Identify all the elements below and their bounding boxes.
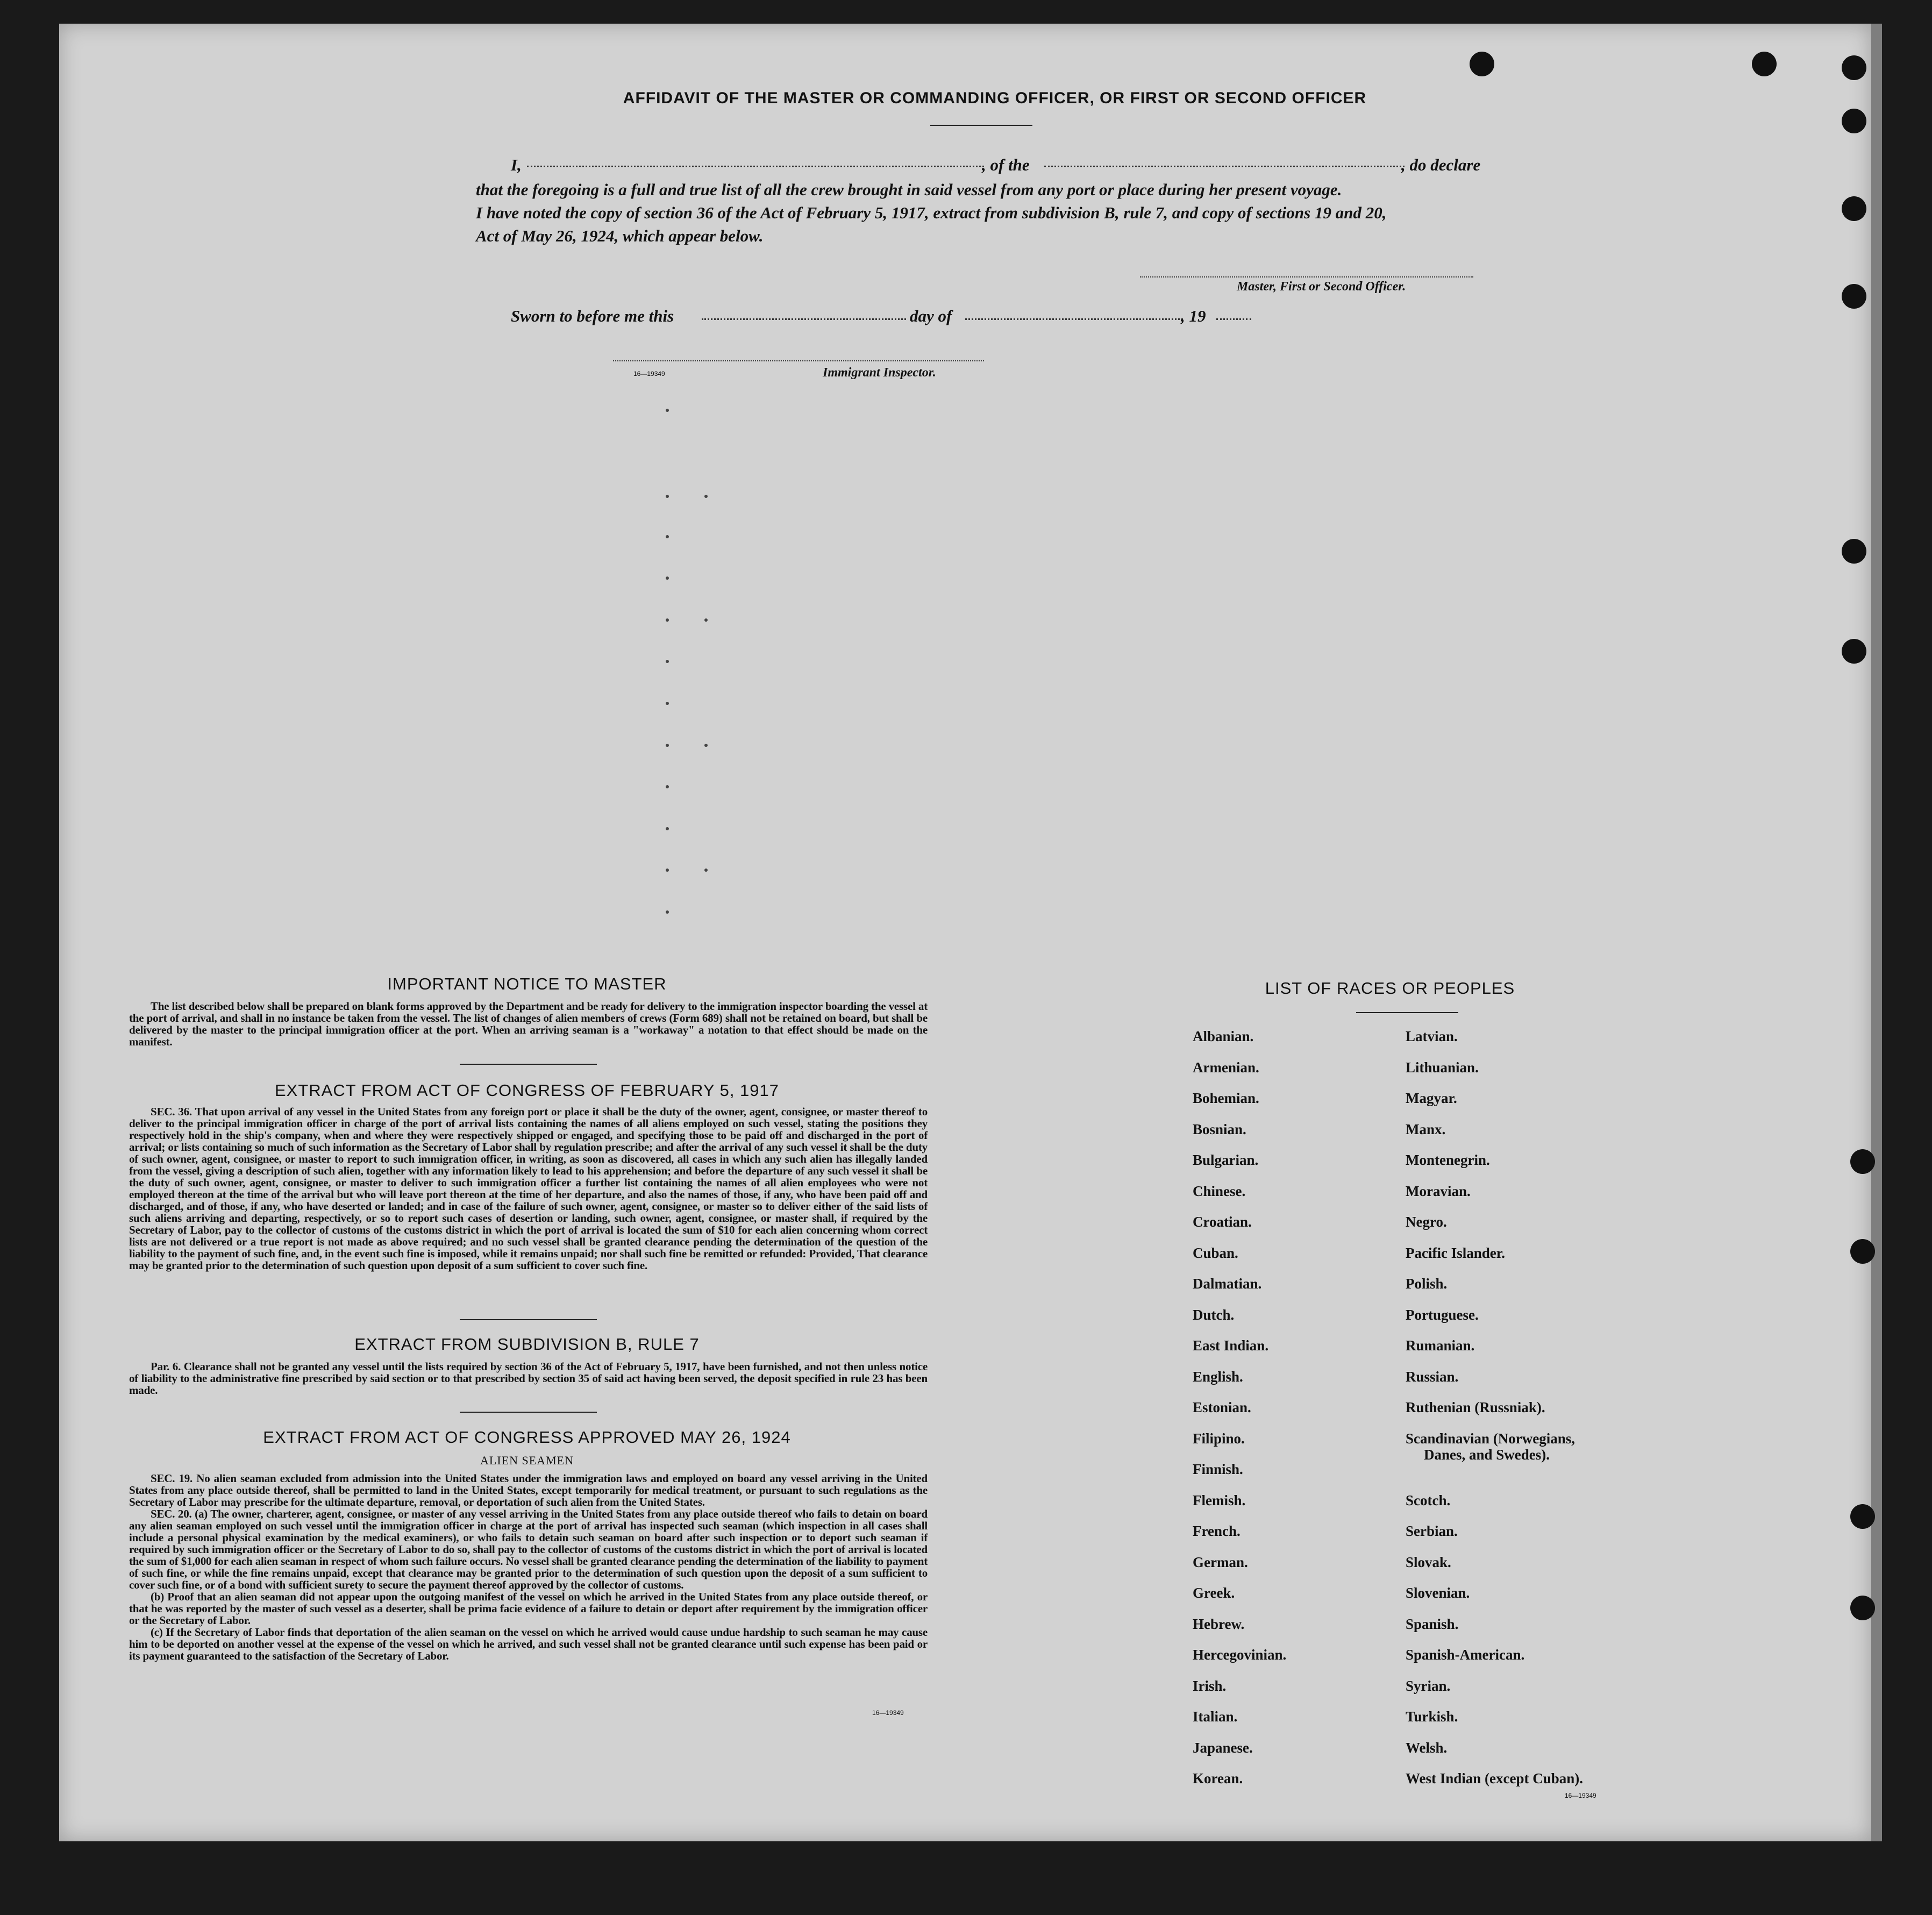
signature-label: Master, First or Second Officer. xyxy=(1237,280,1406,294)
signature-line[interactable] xyxy=(1140,276,1473,277)
declarant-name-field[interactable] xyxy=(527,166,984,167)
punch-hole xyxy=(1752,52,1777,76)
race-item: Spanish. xyxy=(1406,1615,1459,1632)
race-item: Scandinavian (Norwegians, xyxy=(1406,1430,1575,1447)
punch-hole xyxy=(1850,1149,1875,1174)
sheet-edge xyxy=(1871,24,1882,1841)
race-item: Dutch. xyxy=(1193,1306,1235,1323)
punch-hole xyxy=(1850,1239,1875,1264)
punch-hole xyxy=(1850,1596,1875,1620)
race-item: Slovenian. xyxy=(1406,1585,1470,1601)
races-title: LIST OF RACES OR PEOPLES xyxy=(1265,979,1515,998)
section-divider xyxy=(460,1064,597,1065)
inspector-signature-line[interactable] xyxy=(613,360,984,361)
rule7-text xyxy=(129,1361,928,1396)
race-item: Lithuanian. xyxy=(1406,1059,1479,1076)
page-mark xyxy=(704,495,708,498)
section-divider xyxy=(460,1319,597,1320)
race-item: Hercegovinian. xyxy=(1193,1647,1287,1663)
notice-paragraph: The list described below shall be prepared on blank forms approved by the Department and be ready for delivery to the immigration inspector boarding the vessel at the port of arrival, and shall in no instance be taken from the vessel. The list of changes of alien members of crews (Form 689) shall not be retained on board, but shall be delivered by the master to the principal immigration officer at the port. When an arriving seaman is a "workaway" a notation to that effect should be made on the manifest. xyxy=(129,1000,928,1048)
punch-hole xyxy=(1842,55,1866,80)
race-item: East Indian. xyxy=(1193,1337,1269,1354)
race-item: Bohemian. xyxy=(1193,1090,1259,1106)
punch-hole xyxy=(1470,52,1494,76)
punch-hole xyxy=(1842,196,1866,221)
sworn-day-field[interactable] xyxy=(702,318,906,320)
sec20a-paragraph: SEC. 20. (a) The owner, charterer, agent, consignee, or master of any vessel arriving in the United States from any place outside thereof who fails to detain on board any alien seaman employed on such vessel until the immigration officer in charge at the port of arrival has inspected such seaman (which inspection in all cases shall include a personal physical examination by the medical examiners), or who fails to detain such seaman on board after such inspection or to deport such seaman if required by such immigration officer or the Secretary of Labor to do so, shall pay to the collector of customs of the customs district in which the port of arrival is located the sum of $1,000 for each alien seaman in respect of whom such failure occurs. No vessel shall be granted clearance pending the determination of the liability to payment of such fine, or while the fine remains unpaid, except that clearance may be granted prior to the determination of such question upon the deposit of a sum sufficient to cover such fine, or of a bond with sufficient surety to secure the payment thereof approved by the collector of customs. xyxy=(129,1507,928,1591)
race-item: Greek. xyxy=(1193,1585,1235,1601)
race-item: Welsh. xyxy=(1406,1739,1448,1756)
page-mark xyxy=(666,868,669,872)
page-mark xyxy=(666,576,669,580)
punch-hole xyxy=(1842,109,1866,133)
page-mark xyxy=(666,495,669,498)
race-item: Magyar. xyxy=(1406,1090,1457,1106)
page-mark xyxy=(704,868,708,872)
sworn-month-field[interactable] xyxy=(965,318,1183,320)
race-item: Hebrew. xyxy=(1193,1615,1245,1632)
affidavit-line-2: that the foregoing is a full and true list of all the crew brought in said vessel from any port or place during her present voyage. xyxy=(476,180,1342,199)
race-item: Chinese. xyxy=(1193,1183,1246,1199)
race-item: Turkish. xyxy=(1406,1708,1458,1725)
race-item: Polish. xyxy=(1406,1276,1448,1292)
affidavit-line-4: Act of May 26, 1924, which appear below. xyxy=(476,226,764,245)
punch-hole xyxy=(1842,539,1866,564)
races-title-underline xyxy=(1356,1012,1458,1013)
page-mark xyxy=(704,618,708,622)
page-mark xyxy=(704,744,708,747)
race-item: Manx. xyxy=(1406,1121,1446,1137)
race-item: Bosnian. xyxy=(1193,1121,1246,1137)
race-item: Syrian. xyxy=(1406,1677,1451,1694)
form-number: 16—19349 xyxy=(633,370,665,378)
race-item: Negro. xyxy=(1406,1214,1447,1230)
sworn-year: , 19 xyxy=(1181,307,1206,325)
punch-hole xyxy=(1842,639,1866,664)
race-item: German. xyxy=(1193,1554,1248,1570)
race-item: Ruthenian (Russniak). xyxy=(1406,1399,1545,1415)
sworn-year-field[interactable] xyxy=(1216,318,1251,320)
race-item: Spanish-American. xyxy=(1406,1647,1525,1663)
extract-1924-title: EXTRACT FROM ACT OF CONGRESS APPROVED MAY 26, 1924 xyxy=(263,1428,791,1447)
extract-1917-title: EXTRACT FROM ACT OF CONGRESS OF FEBRUARY 5, 1917 xyxy=(274,1081,780,1100)
race-item: Danes, and Swedes). xyxy=(1424,1446,1550,1463)
form-number: 16—19349 xyxy=(872,1709,904,1717)
page-mark xyxy=(666,660,669,663)
alien-seamen-subtitle: ALIEN SEAMEN xyxy=(480,1454,574,1467)
race-item: Portuguese. xyxy=(1406,1306,1479,1323)
extract-1924-text xyxy=(129,1472,928,1662)
race-item: Estonian. xyxy=(1193,1399,1251,1415)
race-item: Cuban. xyxy=(1193,1244,1238,1261)
race-item: Finnish. xyxy=(1193,1461,1243,1477)
page-mark xyxy=(666,910,669,914)
race-item: Slovak. xyxy=(1406,1554,1451,1570)
vessel-name-field[interactable] xyxy=(1044,166,1405,167)
notice-text xyxy=(129,1000,928,1048)
race-item: Dalmatian. xyxy=(1193,1276,1262,1292)
race-item: Flemish. xyxy=(1193,1492,1246,1508)
sworn-text: Sworn to before me this xyxy=(511,307,674,325)
sec19-paragraph: SEC. 19. No alien seaman excluded from admission into the United States under the immigration laws and employed on board any vessel arriving in the United States from any place outside thereof, shall be permitted to land in the United States, except temporarily for medical treatment, or pursuant to such regulations as the Secretary of Labor may prescribe for the ultimate departure, removal, or deportation of such alien from the United States. xyxy=(129,1472,928,1508)
race-item: Russian. xyxy=(1406,1368,1459,1385)
punch-hole xyxy=(1842,284,1866,309)
race-item: Italian. xyxy=(1193,1708,1238,1725)
race-item: Latvian. xyxy=(1406,1028,1458,1044)
sec36-paragraph: SEC. 36. That upon arrival of any vessel in the United States from any foreign port or place it shall be the duty of the owner, agent, consignee, or master thereof to deliver to the principal immigration officer in charge of the port of arrival lists containing the names of all aliens employed on such vessel, stating the positions they respectively hold in the ship's company, when and where they were respectively shipped or engaged, and specifying those to be paid off and discharged in the port of arrival; or lists containing so much of such information as the Secretary of Labor shall by regulation prescribe; and after the arrival of any such vessel it shall be the duty of such owner, agent, consignee, or master to report to such immigration officer, in writing, as soon as discovered, all cases in which any such alien has illegally landed from the vessel, giving a description of such alien, together with any information likely to lead to his apprehension; and before the departure of any such vessel it shall be the duty of such owner, agent, consignee, or master to deliver to such immigration officer a further list containing the names of all alien employees who were not employed thereon at the time of the arrival but who will leave port thereon at the time of her departure, and also the names of those, if any, who have been paid off and discharged, and of those, if any, who have deserted or landed; and in case of the failure of such owner, agent, consignee, or master so to deliver either of the said lists of such aliens arriving and departing, respectively, or so to report such cases of desertion or landing, such owner, agent, consignee, or master shall, if required by the Secretary of Labor, pay to the collector of customs of the customs district in which the port of arrival is located the sum of $10 for each alien concerning whom correct lists are not delivered or a true report is not made as above required; and no such vessel shall be granted clearance pending the determination of the question of the liability to the payment of such fine, and, in the event such fine is imposed, while it remains unpaid; nor shall such fine be remitted or refunded: Provided, That clearance may be granted prior to the determination of such question upon deposit of a sum sufficient to cover such fine. xyxy=(129,1105,928,1272)
punch-hole xyxy=(1850,1504,1875,1529)
sworn-day-of: day of xyxy=(910,307,952,325)
race-item: Bulgarian. xyxy=(1193,1152,1259,1168)
notice-title: IMPORTANT NOTICE TO MASTER xyxy=(387,974,667,993)
page-mark xyxy=(666,535,669,538)
affidavit-of-the: , of the xyxy=(982,155,1030,174)
affidavit-title: AFFIDAVIT OF THE MASTER OR COMMANDING OFFICER, OR FIRST OR SECOND OFFICER xyxy=(623,89,1367,107)
race-item: French. xyxy=(1193,1523,1241,1539)
race-item: Filipino. xyxy=(1193,1430,1245,1447)
affidavit-i: I, xyxy=(511,155,522,174)
race-item: Moravian. xyxy=(1406,1183,1471,1199)
page-mark xyxy=(666,785,669,788)
page-mark xyxy=(666,409,669,412)
race-item: Montenegrin. xyxy=(1406,1152,1490,1168)
page-mark xyxy=(666,744,669,747)
section-divider xyxy=(460,1412,597,1413)
race-item: Pacific Islander. xyxy=(1406,1244,1505,1261)
race-item: Albanian. xyxy=(1193,1028,1254,1044)
page-mark xyxy=(666,702,669,705)
inspector-label: Immigrant Inspector. xyxy=(823,366,936,380)
page-mark xyxy=(666,827,669,830)
race-item: Croatian. xyxy=(1193,1214,1252,1230)
race-item: Korean. xyxy=(1193,1770,1243,1786)
page-mark xyxy=(666,618,669,622)
affidavit-do-declare: , do declare xyxy=(1401,155,1481,174)
race-item: Scotch. xyxy=(1406,1492,1451,1508)
race-item: Japanese. xyxy=(1193,1739,1253,1756)
race-item: Irish. xyxy=(1193,1677,1227,1694)
extract-1917-text xyxy=(129,1106,928,1271)
race-item: Serbian. xyxy=(1406,1523,1458,1539)
race-item: West Indian (except Cuban). xyxy=(1406,1770,1584,1786)
rule7-title: EXTRACT FROM SUBDIVISION B, RULE 7 xyxy=(354,1335,700,1354)
race-item: English. xyxy=(1193,1368,1243,1385)
sec20c-paragraph: (c) If the Secretary of Labor finds that deportation of the alien seaman on the vessel on which he arrived would cause undue hardship to such seaman he may cause him to be deported on another vessel at the expense of the vessel on which he arrived, and such vessel shall not be granted clearance until such expense has been paid or its payment guaranteed to the satisfaction of the Secretary of Labor. xyxy=(129,1626,928,1662)
race-item: Rumanian. xyxy=(1406,1337,1475,1354)
title-underline xyxy=(930,125,1032,126)
rule7-paragraph: Par. 6. Clearance shall not be granted any vessel until the lists required by section 36 of the Act of February 5, 1917, have been furnished, and not then unless notice of liability to the administrative fine prescribed by said section or to that prescribed by section 35 of said act having been served, the deposit specified in rule 23 has been made. xyxy=(129,1360,928,1397)
affidavit-line-3: I have noted the copy of section 36 of the Act of February 5, 1917, extract from subdivision B, rule 7, and copy of sections 19 and 20, xyxy=(476,203,1387,222)
form-number: 16—19349 xyxy=(1565,1792,1596,1799)
race-item: Armenian. xyxy=(1193,1059,1259,1076)
sec20b-paragraph: (b) Proof that an alien seaman did not appear upon the outgoing manifest of the vessel on which he arrived in the United States from any place outside thereof, or that he was reported by the master of such vessel as a deserter, shall be prima facie evidence of a failure to detain or deport after requirement by the immigration officer or the Secretary of Labor. xyxy=(129,1590,928,1627)
